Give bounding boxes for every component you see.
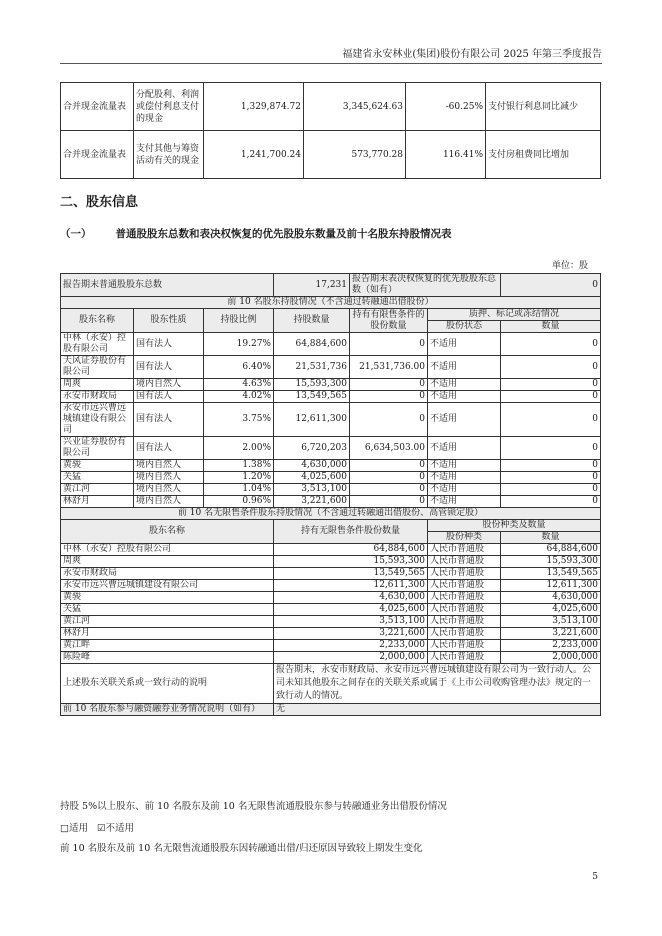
share-type: 人民币普通股 <box>428 592 501 604</box>
margin-row <box>61 704 601 716</box>
holding-ratio: 1.04% <box>204 484 274 496</box>
top10-title: 前 10 名股东持股情况（不含通过转融通出借股份） <box>61 297 601 309</box>
relation-row <box>61 664 601 704</box>
shareholder-nature: 国有法人 <box>134 437 204 460</box>
page-header <box>60 45 602 64</box>
unrestricted-quantity: 4,025,600 <box>274 604 428 616</box>
table-row <box>61 403 601 437</box>
change-cell: -60.25% <box>406 83 486 131</box>
share-count: 2,233,000 <box>501 640 601 652</box>
share-type: 人民币普通股 <box>428 628 501 640</box>
header-restricted: 持有有限售条件的股份数量 <box>350 309 428 333</box>
restricted-shares: 0 <box>350 496 428 508</box>
share-type: 人民币普通股 <box>428 556 501 568</box>
restricted-shares: 0 <box>350 472 428 484</box>
table-row <box>61 604 601 616</box>
pledged-count: 0 <box>501 496 601 508</box>
securities-lending-note: 持股 5%以上股东、前 10 名股东及前 10 名无限售流通股股东参与转融通业务出借股份情况 <box>60 801 447 812</box>
holding-quantity: 12,611,300 <box>274 403 350 437</box>
common-holders-label: 报告期末普通股股东总数 <box>61 274 274 297</box>
applicable-options <box>60 820 134 834</box>
holding-ratio: 19.27% <box>204 333 274 356</box>
u-header-type-group: 股份种类及数量 <box>428 520 601 532</box>
share-count: 64,884,600 <box>501 544 601 556</box>
pledged-count: 0 <box>501 403 601 437</box>
header-qty: 持股数量 <box>274 309 350 333</box>
pledged-count: 0 <box>501 391 601 403</box>
top10-title-row <box>61 297 601 309</box>
unrestricted-quantity: 64,884,600 <box>274 544 428 556</box>
table-row <box>61 472 601 484</box>
shareholder-name: 黄江河 <box>61 616 274 628</box>
restricted-shares: 0 <box>350 391 428 403</box>
u-header-qty: 持有无限售条件股份数量 <box>274 520 428 544</box>
share-count: 13,549,565 <box>501 568 601 580</box>
share-status: 不适用 <box>428 472 501 484</box>
u-header-count: 数量 <box>501 532 601 544</box>
pledged-count: 0 <box>501 484 601 496</box>
subsection-number: （一） <box>60 228 92 240</box>
table-row <box>61 437 601 460</box>
unit-label: 单位：股 <box>551 261 588 271</box>
share-status: 不适用 <box>428 391 501 403</box>
holding-quantity: 3,221,600 <box>274 496 350 508</box>
table-row <box>61 460 601 472</box>
holding-ratio: 1.20% <box>204 472 274 484</box>
shareholder-nature: 境内自然人 <box>134 496 204 508</box>
holding-quantity: 4,025,600 <box>274 472 350 484</box>
table-row <box>61 640 601 652</box>
section-title: 二、股东信息 <box>60 195 139 210</box>
table-row <box>61 333 601 356</box>
cashflow-change-table <box>60 82 601 179</box>
unrestricted-quantity: 15,593,300 <box>274 556 428 568</box>
top10-header-row <box>61 309 601 321</box>
restricted-shares: 0 <box>350 403 428 437</box>
holding-quantity: 4,630,000 <box>274 460 350 472</box>
unrestricted-quantity: 12,611,300 <box>274 580 428 592</box>
share-status: 不适用 <box>428 379 501 391</box>
item-cell: 分配股利、利润或偿付利息支付的现金 <box>134 83 204 131</box>
unrestricted-quantity: 2,000,000 <box>274 652 428 664</box>
reason-cell: 支付银行利息同比减少 <box>486 83 601 131</box>
shareholder-nature: 境内自然人 <box>134 472 204 484</box>
shareholder-nature: 境内自然人 <box>134 460 204 472</box>
unrestricted-quantity: 2,233,000 <box>274 640 428 652</box>
shareholder-name: 关猛 <box>61 472 134 484</box>
shareholder-name: 永安市财政局 <box>61 391 134 403</box>
change-cell: 116.41% <box>406 131 486 179</box>
current-cell: 1,241,700.24 <box>204 131 304 179</box>
report-cell: 合并现金流量表 <box>61 131 134 179</box>
holding-quantity: 3,513,100 <box>274 484 350 496</box>
share-count: 15,593,300 <box>501 556 601 568</box>
summary-row <box>61 274 601 297</box>
shareholder-name: 黄江河 <box>61 484 134 496</box>
share-status: 不适用 <box>428 496 501 508</box>
pref-holders-value: 0 <box>501 274 601 297</box>
restricted-shares: 21,531,736.00 <box>350 356 428 379</box>
shareholder-name: 林舒月 <box>61 496 134 508</box>
holding-ratio: 6.40% <box>204 356 274 379</box>
holding-ratio: 4.63% <box>204 379 274 391</box>
table-row <box>61 131 601 179</box>
table-row <box>61 628 601 640</box>
shareholder-name: 天风证券股份有限公司 <box>61 356 134 379</box>
shareholder-name: 黄江畔 <box>61 640 274 652</box>
pledged-count: 0 <box>501 460 601 472</box>
table-row <box>61 484 601 496</box>
share-type: 人民币普通股 <box>428 544 501 556</box>
common-holders-value: 17,231 <box>274 274 350 297</box>
shareholder-name: 永安市财政局 <box>61 568 274 580</box>
restricted-shares: 0 <box>350 333 428 356</box>
restricted-shares: 0 <box>350 484 428 496</box>
holding-ratio: 4.02% <box>204 391 274 403</box>
shareholder-nature: 境内自然人 <box>134 484 204 496</box>
share-type: 人民币普通股 <box>428 652 501 664</box>
share-count: 12,611,300 <box>501 580 601 592</box>
share-status: 不适用 <box>428 356 501 379</box>
unrestricted-header-row <box>61 520 601 532</box>
share-type: 人民币普通股 <box>428 640 501 652</box>
option-not-applicable: ☑不适用 <box>97 823 135 834</box>
prior-cell: 3,345,624.63 <box>304 83 406 131</box>
shareholder-name: 兴业证券股份有限公司 <box>61 437 134 460</box>
shareholder-name: 中林（永安）控股有限公司 <box>61 333 134 356</box>
header-count: 数量 <box>501 321 601 333</box>
holding-ratio: 1.38% <box>204 460 274 472</box>
share-count: 4,025,600 <box>501 604 601 616</box>
shareholder-name: 黄骏 <box>61 592 274 604</box>
table-row <box>61 496 601 508</box>
table-row <box>61 580 601 592</box>
reason-cell: 支付房租费同比增加 <box>486 131 601 179</box>
unrestricted-quantity: 4,630,000 <box>274 592 428 604</box>
share-count: 4,630,000 <box>501 592 601 604</box>
table-row <box>61 616 601 628</box>
table-row <box>61 592 601 604</box>
holding-quantity: 13,549,565 <box>274 391 350 403</box>
shareholder-nature: 国有法人 <box>134 403 204 437</box>
change-note: 前 10 名股东及前 10 名无限售流通股股东因转融通出借/归还原因导致较上期发生变化 <box>60 843 423 854</box>
holding-ratio: 2.00% <box>204 437 274 460</box>
unrestricted-title-row <box>61 508 601 520</box>
holding-quantity: 21,531,736 <box>274 356 350 379</box>
holding-quantity: 64,884,600 <box>274 333 350 356</box>
item-cell: 支付其他与筹资活动有关的现金 <box>134 131 204 179</box>
relation-label: 上述股东关联关系或一致行动的说明 <box>61 664 274 704</box>
share-status: 不适用 <box>428 403 501 437</box>
share-type: 人民币普通股 <box>428 568 501 580</box>
shareholder-nature: 国有法人 <box>134 333 204 356</box>
pledged-count: 0 <box>501 379 601 391</box>
shareholder-name: 关猛 <box>61 604 274 616</box>
table-row <box>61 652 601 664</box>
holding-ratio: 3.75% <box>204 403 274 437</box>
holding-quantity: 15,593,300 <box>274 379 350 391</box>
share-type: 人民币普通股 <box>428 580 501 592</box>
header-pledge: 质押、标记或冻结情况 <box>428 309 601 321</box>
page-number: 5 <box>592 872 598 882</box>
share-status: 不适用 <box>428 460 501 472</box>
shareholder-name: 中林（永安）控股有限公司 <box>61 544 274 556</box>
shareholder-name: 陈险峰 <box>61 652 274 664</box>
holding-ratio: 0.96% <box>204 496 274 508</box>
shareholder-nature: 国有法人 <box>134 356 204 379</box>
shareholder-name: 林舒月 <box>61 628 274 640</box>
report-title: 福建省永安林业(集团)股份有限公司 2025 年第三季度报告 <box>342 49 602 60</box>
current-cell: 1,329,874.72 <box>204 83 304 131</box>
table-row <box>61 356 601 379</box>
pref-holders-label: 报告期末表决权恢复的优先股股东总数（如有） <box>350 274 501 297</box>
table-row <box>61 391 601 403</box>
pledged-count: 0 <box>501 437 601 460</box>
report-cell: 合并现金流量表 <box>61 83 134 131</box>
u-header-name: 股东名称 <box>61 520 274 544</box>
shareholder-name: 周爽 <box>61 379 134 391</box>
prior-cell: 573,770.28 <box>304 131 406 179</box>
restricted-shares: 0 <box>350 460 428 472</box>
shareholder-name: 周爽 <box>61 556 274 568</box>
header-status: 股份状态 <box>428 321 501 333</box>
share-type: 人民币普通股 <box>428 604 501 616</box>
shareholder-table <box>60 273 601 716</box>
share-status: 不适用 <box>428 437 501 460</box>
pledged-count: 0 <box>501 472 601 484</box>
margin-label: 前 10 名股东参与融资融券业务情况说明（如有） <box>61 704 274 716</box>
relation-text: 报告期末，永安市财政局、永安市远兴曹远城镇建设有限公司为一致行动人。公司未知其他股东之间存在的关联关系或属于《上市公司收购管理办法》规定的一致行动人的情况。 <box>274 664 601 704</box>
restricted-shares: 0 <box>350 379 428 391</box>
subsection-title <box>60 226 452 241</box>
table-row <box>61 568 601 580</box>
shareholder-name: 永安市远兴曹远城镇建设有限公司 <box>61 580 274 592</box>
restricted-shares: 6,634,503.00 <box>350 437 428 460</box>
share-count: 2,000,000 <box>501 652 601 664</box>
share-type: 人民币普通股 <box>428 616 501 628</box>
u-header-type: 股份种类 <box>428 532 501 544</box>
unrestricted-quantity: 13,549,565 <box>274 568 428 580</box>
shareholder-name: 黄骏 <box>61 460 134 472</box>
table-row <box>61 556 601 568</box>
unrestricted-quantity: 3,513,100 <box>274 616 428 628</box>
share-status: 不适用 <box>428 333 501 356</box>
holding-quantity: 6,720,203 <box>274 437 350 460</box>
option-applicable: □适用 <box>60 823 88 834</box>
margin-value: 无 <box>274 704 601 716</box>
header-ratio: 持股比例 <box>204 309 274 333</box>
pledged-count: 0 <box>501 333 601 356</box>
header-nature: 股东性质 <box>134 309 204 333</box>
pledged-count: 0 <box>501 356 601 379</box>
table-row <box>61 544 601 556</box>
header-name: 股东名称 <box>61 309 134 333</box>
shareholder-name: 永安市远兴曹远城镇建设有限公司 <box>61 403 134 437</box>
share-status: 不适用 <box>428 484 501 496</box>
subsection-text: 普通股股东总数和表决权恢复的优先股股东数量及前十名股东持股情况表 <box>115 228 452 240</box>
share-count: 3,221,600 <box>501 628 601 640</box>
unrestricted-title: 前 10 名无限售条件股东持股情况（不含通过转融通出借股份、高管锁定股） <box>61 508 601 520</box>
shareholder-nature: 国有法人 <box>134 391 204 403</box>
shareholder-nature: 境内自然人 <box>134 379 204 391</box>
unrestricted-quantity: 3,221,600 <box>274 628 428 640</box>
table-row <box>61 83 601 131</box>
share-count: 3,513,100 <box>501 616 601 628</box>
table-row <box>61 379 601 391</box>
